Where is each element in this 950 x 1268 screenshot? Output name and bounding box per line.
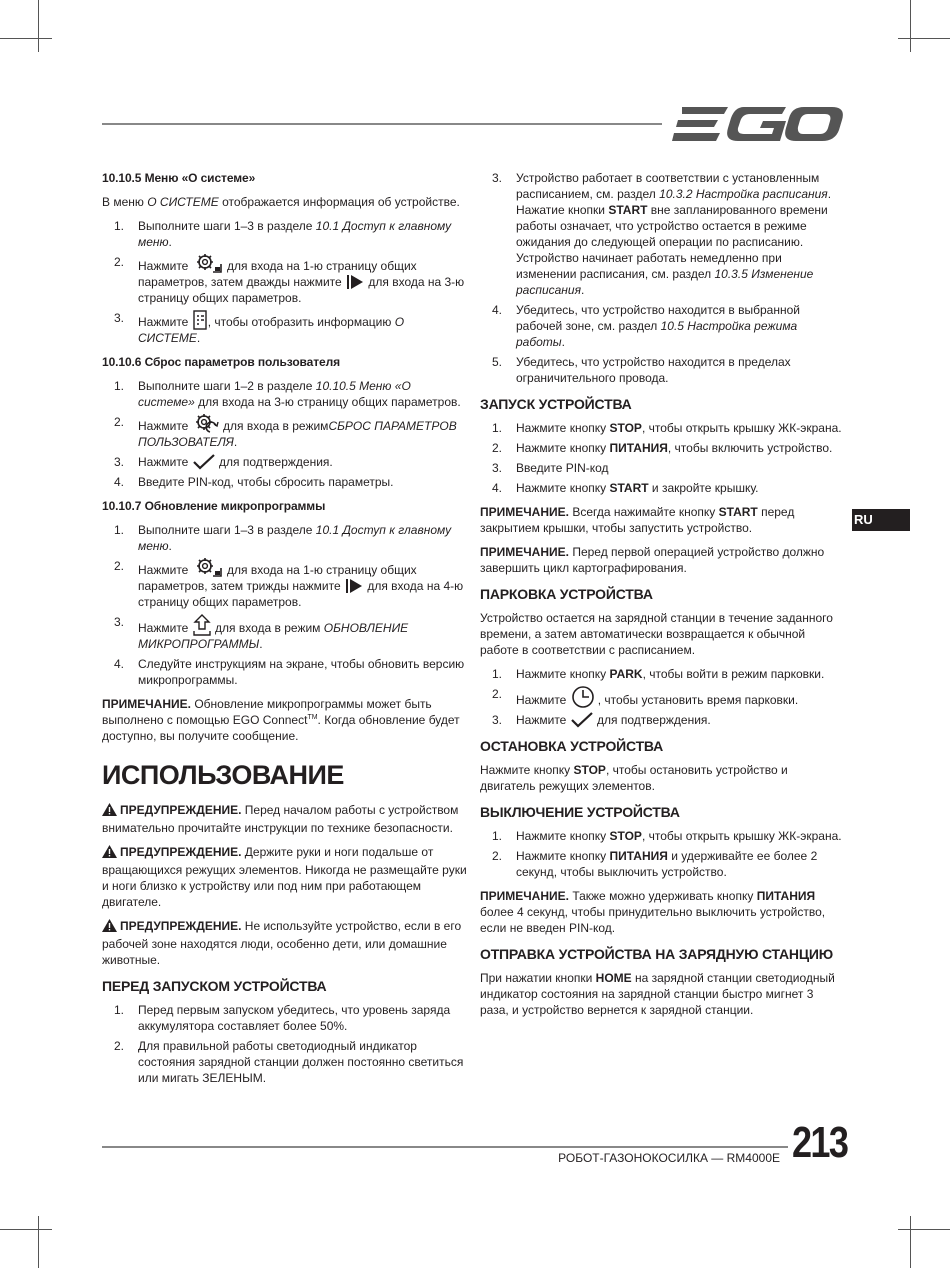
list-item: 3. Нажмите для подтверждения.	[114, 455, 333, 469]
section-firmware-steps	[102, 522, 468, 688]
warning-2: ПРЕДУПРЕЖДЕНИЕ. Держите руки и ноги подальше от вращающихся режущих элементов. Никогда не размещайте руки и ноги близко к устройству или под ним при работающем двигателе.	[102, 845, 467, 909]
park-steps	[480, 666, 844, 728]
settings-gear-icon	[193, 558, 223, 578]
before-start-steps-continued	[480, 170, 844, 386]
list-item: 2. Нажмите для входа в режимСБРОС ПАРАМЕТРОВ ПОЛЬЗОВАТЕЛЯ.	[114, 415, 457, 449]
list-item: 2. Для правильной работы светодиодный индикатор состояния зарядной станции должен постоянно светиться или мигать ЗЕЛЕНЫМ.	[114, 1039, 464, 1085]
list-item: 4. Нажмите кнопку START и закройте крышку.	[492, 481, 759, 495]
ego-logo	[672, 104, 844, 144]
list-item: 4. Следуйте инструкциям на экране, чтобы обновить версию микропрограммы.	[114, 657, 465, 687]
reset-gear-icon	[193, 414, 219, 434]
list-item: 2. Нажмите кнопку ПИТАНИЯ и удерживайте ее более 2 секунд, чтобы выключить устройство.	[492, 849, 818, 879]
header-rule	[102, 123, 662, 125]
warning-triangle-icon	[102, 845, 117, 862]
send-home-text: При нажатии кнопки HOME на зарядной станции светодиодный индикатор состояния на зарядной станции быстро мигнет 3 раза, и устройство вернется к зарядной станции.	[480, 971, 835, 1017]
start-note-1: ПРИМЕЧАНИЕ. Всегда нажимайте кнопку START перед закрытием крышки, чтобы запустить устройство.	[480, 505, 795, 535]
section-about-steps	[102, 218, 468, 346]
next-page-icon	[345, 578, 363, 594]
start-title: ЗАПУСК УСТРОЙСТВА	[480, 396, 632, 412]
list-item: 3. Нажмите для подтверждения.	[492, 713, 711, 727]
list-item: 1. Выполните шаги 1–3 в разделе 10.1 Доступ к главному меню.	[114, 219, 452, 249]
list-item: 2. Нажмите для входа на 1-ю страницу общих параметров, затем трижды нажмите для входа на 4-ю страницу общих параметров.	[114, 559, 464, 609]
warning-3: ПРЕДУПРЕЖДЕНИЕ. Не используйте устройство, если в его рабочей зоне находятся люди, особенно дети, или домашние животные.	[102, 919, 462, 967]
section-about-intro: В меню О СИСТЕМЕ отображается информация об устройстве.	[102, 195, 460, 209]
list-item: 1. Выполните шаги 1–3 в разделе 10.1 Доступ к главному меню.	[114, 523, 452, 553]
left-column	[102, 170, 468, 1094]
list-item: 2. Нажмите , чтобы установить время парковки.	[492, 687, 799, 707]
list-item: 2. Нажмите для входа на 1-ю страницу общих параметров, затем дважды нажмите для входа на 3-ю страницу общих параметров.	[114, 255, 465, 305]
before-start-steps	[102, 1002, 468, 1086]
power-off-title: ВЫКЛЮЧЕНИЕ УСТРОЙСТВА	[480, 804, 680, 820]
list-item: 1. Перед первым запуском убедитесь, что уровень заряда аккумулятора составляет более 50%.	[114, 1003, 451, 1033]
before-start-title: ПЕРЕД ЗАПУСКОМ УСТРОЙСТВА	[102, 978, 327, 994]
warning-triangle-icon	[102, 803, 117, 820]
warning-triangle-icon	[102, 919, 117, 936]
send-home-title: ОТПРАВКА УСТРОЙСТВА НА ЗАРЯДНУЮ СТАНЦИЮ	[480, 946, 833, 962]
section-reset-steps	[102, 378, 468, 490]
info-list-icon	[193, 310, 207, 330]
section-firmware-title: 10.10.7 Обновление микропрограммы	[102, 499, 326, 513]
park-intro: Устройство остается на зарядной станции в течение заданного времени, а затем автоматически возвращается к обычной работе в соответствии с расписанием.	[480, 611, 833, 657]
page-number: 213	[792, 1118, 848, 1167]
check-icon	[571, 712, 593, 728]
park-title: ПАРКОВКА УСТРОЙСТВА	[480, 586, 653, 602]
crop-mark	[38, 1216, 39, 1268]
list-item: 1. Выполните шаги 1–2 в разделе 10.10.5 Меню «О системе» для входа на 3-ю страницу общих параметров.	[114, 379, 461, 409]
crop-mark	[910, 0, 911, 52]
power-off-note: ПРИМЕЧАНИЕ. Также можно удерживать кнопку ПИТАНИЯ более 4 секунд, чтобы принудительно выключить устройство, если не введен PIN-код.	[480, 889, 826, 935]
firmware-note: ПРИМЕЧАНИЕ. Обновление микропрограммы может быть выполнено с помощью EGO Connect™. Когда обновление будет доступно, вы получите сообщение.	[102, 697, 460, 743]
clock-icon	[571, 686, 597, 708]
list-item: 4. Убедитесь, что устройство находится в выбранной рабочей зоне, см. раздел 10.5 Настройка режима работы.	[492, 303, 800, 349]
crop-mark	[898, 1229, 950, 1230]
crop-mark	[38, 0, 39, 52]
upload-icon	[193, 614, 211, 636]
crop-mark	[0, 38, 52, 39]
section-reset-title: 10.10.6 Сброс параметров пользователя	[102, 355, 341, 369]
list-item: 3. Нажмите для входа в режим ОБНОВЛЕНИЕ МИКРОПРОГРАММЫ.	[114, 615, 409, 651]
footer-product-name: РОБОТ-ГАЗОНОКОСИЛКА — RM4000E	[558, 1151, 780, 1165]
stop-text: Нажмите кнопку STOP, чтобы остановить устройство и двигатель режущих элементов.	[480, 763, 788, 793]
list-item: 5. Убедитесь, что устройство находится в пределах ограничительного провода.	[492, 355, 791, 385]
language-tab: RU	[852, 509, 910, 531]
power-off-steps	[480, 828, 844, 880]
list-item: 1. Нажмите кнопку PARK, чтобы войти в режим парковки.	[492, 667, 825, 681]
right-column	[480, 170, 844, 1026]
list-item: 3. Введите PIN-код	[492, 461, 609, 475]
check-icon	[193, 454, 215, 470]
crop-mark	[0, 1229, 52, 1230]
warning-1: ПРЕДУПРЕЖДЕНИЕ. Перед началом работы с устройством внимательно прочитайте инструкции по технике безопасности.	[102, 803, 459, 835]
next-page-icon	[346, 274, 364, 290]
section-about-title: 10.10.5 Меню «О системе»	[102, 171, 256, 185]
stop-title: ОСТАНОВКА УСТРОЙСТВА	[480, 738, 664, 754]
footer-rule	[102, 1146, 788, 1148]
usage-title: ИСПОЛЬЗОВАНИЕ	[102, 760, 344, 790]
list-item: 2. Нажмите кнопку ПИТАНИЯ, чтобы включить устройство.	[492, 441, 833, 455]
crop-mark	[910, 1216, 911, 1268]
crop-mark	[898, 38, 950, 39]
list-item: 3. Устройство работает в соответствии с установленным расписанием, см. раздел 10.3.2 Настройка расписания. Нажатие кнопки START вне запланированного времени работы означает, что устройство остается в режиме ожидания до следующей операции по расписанию. Устройство начинает работать немедленно при изменении расписания, см. раздел 10.3.5 Изменение расписания.	[492, 171, 832, 297]
list-item: 4. Введите PIN-код, чтобы сбросить параметры.	[114, 475, 394, 489]
list-item: 1. Нажмите кнопку STOP, чтобы открыть крышку ЖК-экрана.	[492, 829, 842, 843]
settings-gear-icon	[193, 254, 223, 274]
list-item: 1. Нажмите кнопку STOP, чтобы открыть крышку ЖК-экрана.	[492, 421, 842, 435]
start-note-2: ПРИМЕЧАНИЕ. Перед первой операцией устройство должно завершить цикл картографирования.	[480, 545, 825, 575]
start-steps	[480, 420, 844, 496]
list-item: 3. Нажмите , чтобы отобразить информацию О СИСТЕМЕ.	[114, 311, 405, 345]
